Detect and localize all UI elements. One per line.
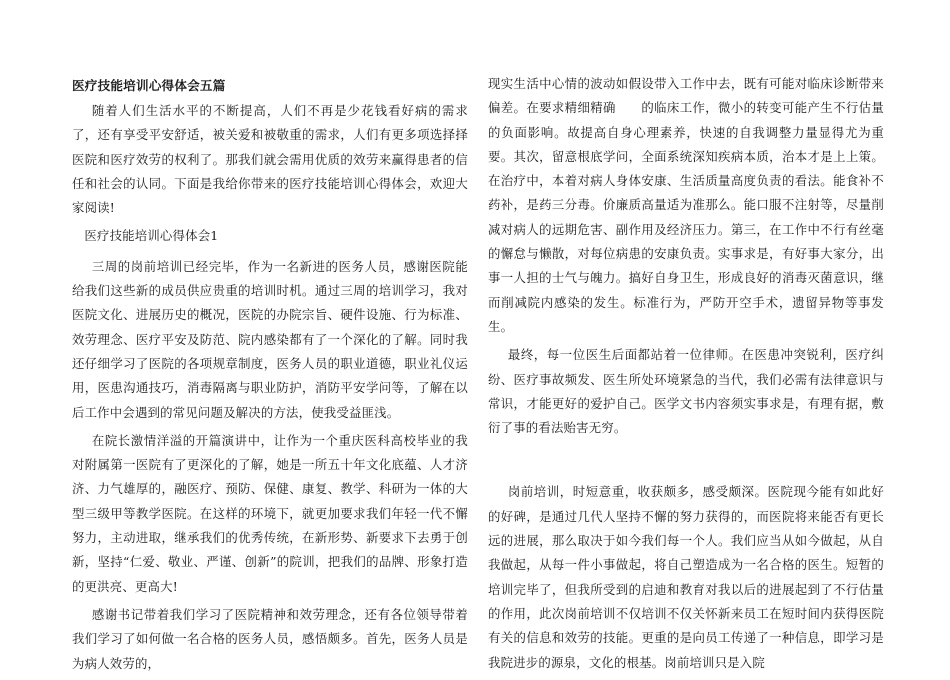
right-column	[488, 0, 884, 679]
section-subtitle: 医疗技能培训心得体会1	[84, 228, 219, 244]
paragraph-legal-awareness: 最终，每一位医生后面都站着一位律师。在医患冲突锐利，医疗纠纷、医疗事故频发、医生所处环境紧急的当代，我们必需有法律意识与常识，才能更好的爱护自己。医学文书内容须实事求是，有理有据，敷衍了事的看法贻害无穷。	[488, 347, 884, 436]
document-title: 医疗技能培训心得体会五篇	[72, 78, 226, 93]
paragraph-conclusion: 岗前培训，时短意重，收获颇多，感受颇深。医院现今能有如此好的好碑，是通过几代人坚持不懈的努力获得的，而医院将来能否有更长远的进展，那么取决于如今我们每一个人。我们应当从如今做起，从自我做起，从每一件小事做起，将自己塑造成为一名合格的医生。短暂的培训完毕了，但我所受到的启迪和教育对我以后的进展起到了不行估量的作用，此次岗前培训不仅培训不仅关怀新来员工在短时间内获得医院有关的信息和效劳的技能。更重的是向员工传递了一种信息，即学习是我院进步的源泉，文化的根基。岗前培训只是入院	[488, 484, 884, 670]
paragraph-dean-speech: 在院长激情洋溢的开篇演讲中，让作为一个重庆医科高校毕业的我对附属第一医院有了更深化的了解，她是一所五十年文化底蕴、人才济济、力气雄厚的，融医疗、预防、保健、康复、教学、科研为一体的大型三级甲等教学医院。在这样的环境下，就更加要求我们年轻一代不懈努力，主动进取，继承我们的优秀传统，在新形势、新要求下去勇于创新，坚持“仁爱、敬业、严谨、创新”的院训，把我们的品牌、形象打造的更洪亮、更高大!	[72, 432, 468, 594]
paragraph-continuation: 现实生活中心情的波动如假设带入工作中去，既有可能对临床诊断带来偏差。在要求精细精确 的临床工作，微小的转变可能产生不行估量的负面影响。故提高自身心理素养，快速的自我调整力量显得尤为重要。其次，留意根底学问，全面系统深知疾病本质，治本才是上上策。在治疗中，本着对病人身体安康、生活质量高度负责的看法。能食补不药补，是药三分毒。价廉质高量适为准那么。能口服不注射等，尽量削减对病人的远期危害、副作用及经济压力。第三，在工作中不行有丝毫的懈怠与懒散，对每位病患的安康负责。实事求是，有好事大家分，出事一人担的士气与魄力。搞好自身卫生，形成良好的消毒灭菌意识，继而削减院内感染的发生。标准行为，严防开空手术，遗留异物等事发生。	[488, 76, 884, 334]
intro-paragraph: 随着人们生活水平的不断提高，人们不再是少花钱看好病的需求了，还有享受平安舒适，被关爱和被敬重的需求，人们有更多项选择择医院和医疗效劳的权利了。那我们就会需用优质的效劳来赢得患者的信任和社会的认同。下面是我给你带来的医疗技能培训心得体会，欢迎大家阅读!	[72, 103, 468, 216]
left-column	[72, 0, 468, 680]
paragraph-secretary: 感谢书记带着我们学习了医院精神和效劳理念，还有各位领导带着我们学习了如何做一名合格的医务人员，感悟颇多。首先，医务人员是为病人效劳的，	[72, 606, 468, 671]
paragraph-training-summary: 三周的岗前培训已经完毕，作为一名新进的医务人员，感谢医院能给我们这些新的成员供应贵重的培训时机。通过三周的培训学习，我对医院文化、进展历史的概况，医院的办院宗旨、硬件设施、行为标准、效劳理念、医疗平安及防范、院内感染都有了一个深化的了解。同时我还仔细学习了医院的各项规章制度，医务人员的职业道德，职业礼仪运用，医患沟通技巧，消毒隔离与职业防护，消防平安学问等，了解在以后工作中会遇到的常见问题及解决的方法，使我受益匪浅。	[72, 258, 468, 420]
